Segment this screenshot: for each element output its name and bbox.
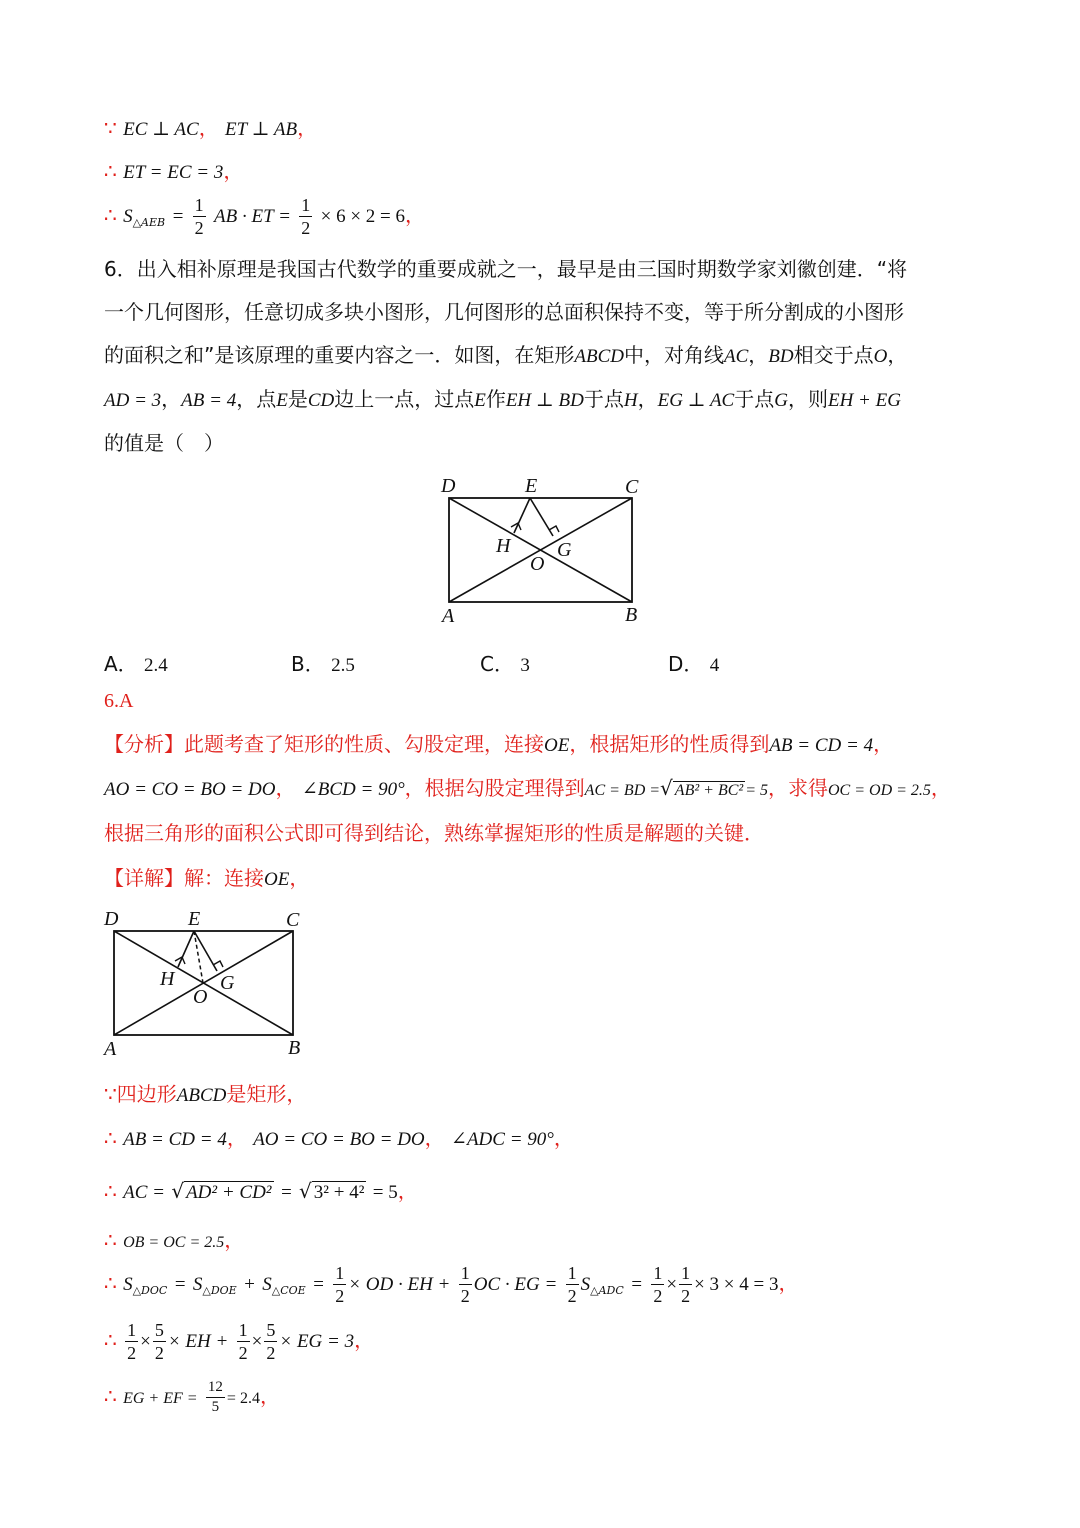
step-4: ∴ OB = OC = 2.5， — [104, 1228, 245, 1252]
answer-label: 6.A — [104, 690, 134, 712]
analysis-line-2: AO = CO = BO = DO， ∠BCD = 90°，根据勾股定理得到AC = BD =√ AB² + BC² = 5，求得OC = OD = 2.5， — [104, 776, 951, 800]
step-7: ∴ EG + EF = $\frac{12}{5}$ = 2.4， — [104, 1379, 280, 1415]
question-line-5: 的值是（ ） — [104, 431, 224, 455]
label-g: G — [557, 539, 572, 561]
question-6 — [104, 248, 980, 465]
question-line-4: AD = 3，AB = 4，点E是CD边上一点，过点E作EH ⊥ BD于点H，EG ⊥ AC于点G，则EH + EG — [104, 387, 901, 411]
segment-eh — [514, 498, 530, 533]
rectangle-figure-question — [430, 470, 660, 630]
step-5: ∴ $S_{\triangle DOC} = S_{\triangle DOE} + S_{\triangle COE}$ = $\frac{1}{2}$ × OD · EH + $\frac{1}{2}$ OC · EG = $\frac{1}{2}$ $S_{\triangle ADC}$ = $\frac{1}{2}$ × $\frac{1}{2}$ × 3 × 4 = 3， — [104, 1263, 799, 1306]
option-c[interactable]: C． 3 — [480, 652, 530, 676]
detail-heading: 【详解】解：连接OE， — [104, 866, 310, 890]
option-d[interactable]: D． 4 — [668, 652, 720, 676]
segment-eh — [178, 931, 194, 967]
label-g: G — [220, 972, 235, 994]
analysis-line-3: 根据三角形的面积公式即可得到结论，熟练掌握矩形的性质是解题的关键． — [104, 821, 764, 845]
label-b: B — [625, 604, 638, 626]
step-2: ∴ AB = CD = 4， AO = CO = BO = DO， ∠ADC = 90°， — [104, 1126, 574, 1150]
label-d: D — [104, 908, 119, 930]
label-c: C — [625, 476, 639, 498]
question-line-1: 6．出入相补原理是我国古代数学的重要成就之一，最早是由三国时期数学家刘徽创建．“将 — [104, 257, 908, 281]
label-o: O — [193, 986, 208, 1008]
top-line-3: ∴ $S_{\triangle AEB}$ = $\frac{1}{2}$ AB · ET = $\frac{1}{2}$ × 6 × 2 = 6， — [104, 195, 426, 238]
because-symbol: ∵ — [104, 116, 117, 140]
step-6: ∴ $\frac{1}{2}$ × $\frac{5}{2}$ × EH + $\frac{1}{2}$ × $\frac{5}{2}$ × EG = 3， — [104, 1320, 375, 1363]
therefore-symbol: ∴ — [104, 159, 117, 183]
label-a: A — [442, 605, 455, 627]
question-line-2: 一个几何图形，任意切成多块小图形，几何图形的总面积保持不变，等于所分割成的小图形 — [104, 300, 904, 324]
label-h: H — [496, 535, 511, 557]
option-b[interactable]: B． 2.5 — [291, 652, 355, 676]
top-line-2: ∴ ET = EC = 3， — [104, 159, 244, 183]
fraction: $\frac{1}{2}$ — [194, 195, 204, 238]
fraction: $\frac{1}{2}$ — [301, 195, 311, 238]
analysis-line-1: 【分析】此题考查了矩形的性质、勾股定理，连接OE，根据矩形的性质得到AB = CD = 4， — [104, 732, 894, 756]
step-3: ∴ AC = √ AD² + CD² = √ 3² + 4² = 5， — [104, 1179, 418, 1203]
top-line-1: ∵ EC ⊥ AC， ET ⊥ AB， — [104, 116, 318, 140]
rectangle-figure-solution — [96, 903, 316, 1063]
label-d: D — [441, 475, 456, 497]
analysis — [104, 723, 980, 855]
label-e: E — [525, 475, 538, 497]
label-e: E — [188, 908, 201, 930]
label-a: A — [104, 1038, 117, 1060]
label-o: O — [530, 553, 545, 575]
therefore-symbol: ∴ — [104, 203, 117, 227]
label-h: H — [160, 968, 175, 990]
question-line-3: 的面积之和”是该原理的重要内容之一．如图，在矩形ABCD中，对角线AC，BD相交于点O， — [104, 343, 908, 367]
step-1: ∵四边形ABCD是矩形， — [104, 1082, 307, 1106]
label-b: B — [288, 1037, 301, 1059]
option-a[interactable]: A． 2.4 — [104, 652, 168, 676]
label-c: C — [286, 909, 300, 931]
